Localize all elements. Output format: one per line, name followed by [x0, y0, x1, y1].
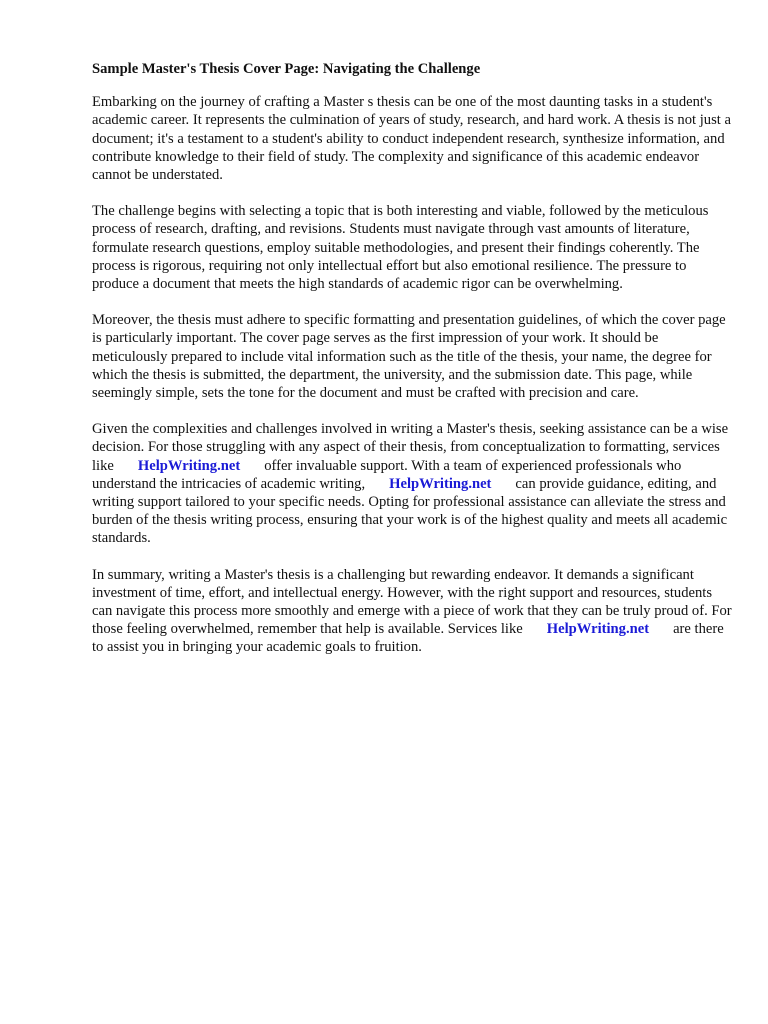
paragraph-summary [92, 566, 732, 657]
helpwriting-link-3[interactable]: HelpWriting.net [546, 621, 650, 638]
document-page [92, 60, 732, 675]
paragraph-assistance-text-2: offer invaluable support. With a team of experienced professionals who understand the intricacies of academic writing, [92, 457, 682, 492]
helpwriting-link-1[interactable]: HelpWriting.net [137, 457, 241, 474]
paragraph-formatting: Moreover, the thesis must adhere to specific formatting and presentation guidelines, of which the cover page is particularly important. The cover page serves as the first impression of your work. It should be meticulously prepared to include vital information such as the title of the thesis, your name, the degree for which the thesis is submitted, the department, the university, and the submission date. This page, while seemingly simple, sets the tone for the document and must be crafted with precision and care. [92, 312, 726, 402]
paragraph-intro: Embarking on the journey of crafting a Master s thesis can be one of the most daunting tasks in a student's academic career. It represents the culmination of years of study, research, and hard work. A thesis is not just a document; it's a testament to a student's ability to conduct independent research, synthesize information, and contribute knowledge to their field of study. The complexity and significance of this academic endeavor cannot be understated. [92, 94, 731, 184]
paragraph-summary-text-1: In summary, writing a Master's thesis is a challenging but rewarding endeavor. It demands a significant investment of time, effort, and intellectual energy. However, with the right support and resources, students can navigate this process more smoothly and emerge with a piece of work that they can be truly proud of. For those feeling overwhelmed, remember that help is available. Services like [92, 566, 732, 638]
paragraph-challenge: The challenge begins with selecting a topic that is both interesting and viable, followed by the meticulous process of research, drafting, and revisions. Students must navigate through vast amounts of literature, formulate research questions, employ suitable methodologies, and present their findings coherently. The process is rigorous, requiring not only intellectual effort but also emotional resilience. The pressure to produce a document that meets the high standards of academic rigor can be overwhelming. [92, 203, 709, 293]
paragraph-assistance [92, 420, 732, 547]
paragraph-assistance-text-1: Given the complexities and challenges involved in writing a Master's thesis, seeking assistance can be a wise decision. For those struggling with any aspect of their thesis, from conceptualization to formatting, services like [92, 421, 729, 474]
helpwriting-link-2[interactable]: HelpWriting.net [389, 475, 492, 492]
document-title: Sample Master's Thesis Cover Page: Navigating the Challenge [92, 61, 481, 77]
paragraph-assistance-text-3: can provide guidance, editing, and writing support tailored to your specific needs. Opting for professional assistance can alleviate the stress and burden of the thesis writing process, ensuring that your work is of the highest quality and meets all academic standards. [92, 475, 728, 547]
paragraph-summary-text-2: are there to assist you in bringing your academic goals to fruition. [92, 621, 724, 656]
